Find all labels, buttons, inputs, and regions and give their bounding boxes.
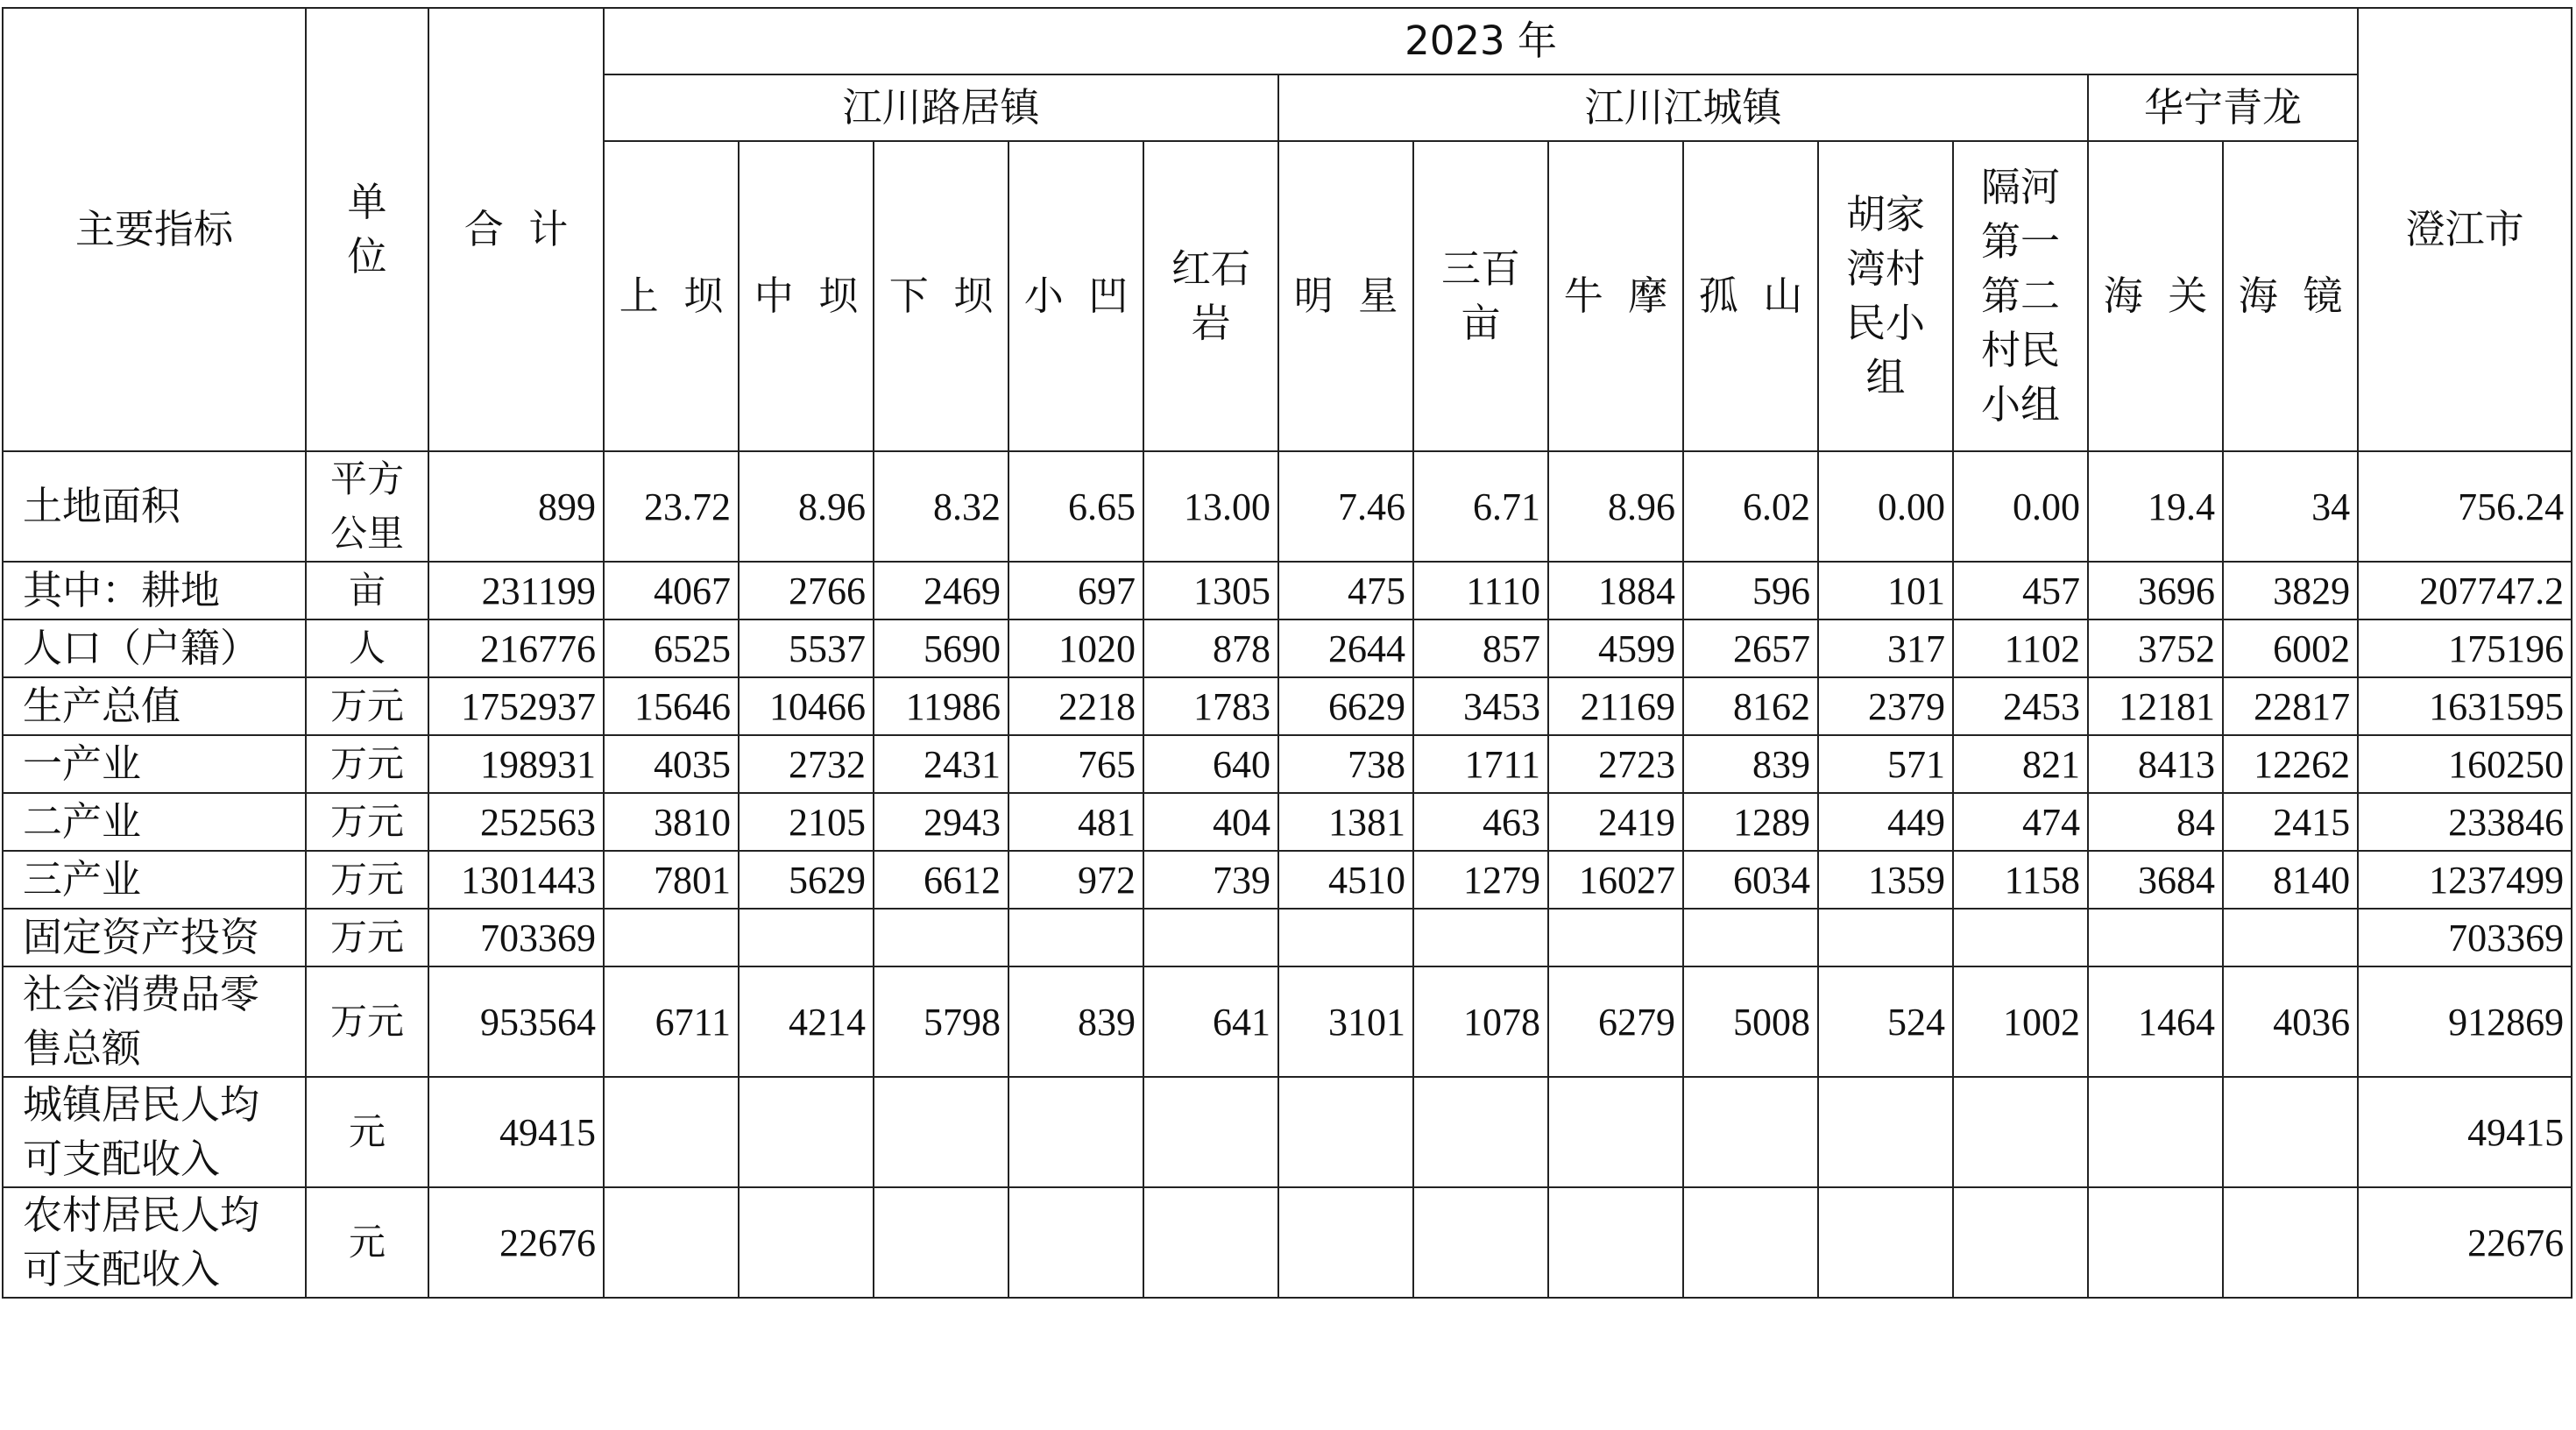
village-value-cell [2088, 1077, 2223, 1187]
city-value-cell: 912869 [2358, 966, 2572, 1077]
statistics-table [2, 7, 2572, 1299]
village-column-header [1143, 141, 1278, 451]
table-row [3, 735, 2572, 793]
indicator-text: 可支配收入 [23, 1136, 221, 1182]
unit-text: 公里 [329, 512, 404, 555]
village-value-cell: 3453 [1413, 677, 1548, 735]
village-value-cell: 4067 [604, 562, 739, 619]
city-value-cell: 233846 [2358, 793, 2572, 851]
village-header-line: 下 坝 [888, 273, 994, 319]
city-value-cell: 22676 [2358, 1187, 2572, 1298]
village-value-cell: 5798 [874, 966, 1008, 1077]
village-value-cell: 23.72 [604, 451, 739, 562]
village-value-cell: 839 [1683, 735, 1818, 793]
indicator-text: 可支配收入 [23, 1246, 221, 1292]
unit-cell [306, 966, 428, 1077]
group-header: 华宁青龙 [2088, 74, 2358, 141]
unit-text: 万元 [329, 1000, 404, 1043]
unit-text: 元 [348, 1110, 386, 1153]
village-value-cell [604, 1077, 739, 1187]
unit-cell [306, 735, 428, 793]
village-value-cell [604, 1187, 739, 1298]
total-header: 合 计 [428, 8, 604, 451]
village-column-header [1413, 141, 1548, 451]
village-value-cell: 4035 [604, 735, 739, 793]
indicator-text: 三产业 [23, 856, 142, 903]
village-value-cell: 1158 [1953, 851, 2088, 909]
unit-cell [306, 909, 428, 966]
village-value-cell: 474 [1953, 793, 2088, 851]
village-value-cell: 1110 [1413, 562, 1548, 619]
village-value-cell: 16027 [1548, 851, 1683, 909]
unit-cell [306, 451, 428, 562]
village-value-cell: 2723 [1548, 735, 1683, 793]
village-value-cell [2223, 1077, 2358, 1187]
village-header-line: 孤 山 [1698, 273, 1803, 319]
year-header: 2023 年 [604, 8, 2358, 74]
village-header-line: 第二 [1980, 273, 2060, 319]
village-value-cell: 8.32 [874, 451, 1008, 562]
village-value-cell: 857 [1413, 619, 1548, 677]
village-value-cell [874, 909, 1008, 966]
indicator-cell [3, 677, 306, 735]
village-value-cell: 641 [1143, 966, 1278, 1077]
village-value-cell [1143, 1187, 1278, 1298]
village-column-header [739, 141, 874, 451]
village-header-line: 湾村 [1845, 245, 1925, 292]
village-header-line: 海 镜 [2238, 273, 2343, 319]
village-value-cell: 15646 [604, 677, 739, 735]
indicator-text: 其中：耕地 [23, 567, 221, 613]
table-header [3, 8, 2572, 451]
village-header-line: 村民 [1980, 327, 2060, 373]
village-header-line: 海 关 [2103, 273, 2208, 319]
village-value-cell: 13.00 [1143, 451, 1278, 562]
village-column-header [2223, 141, 2358, 451]
total-value-cell: 49415 [428, 1077, 604, 1187]
village-column-header [1008, 141, 1143, 451]
village-value-cell: 4599 [1548, 619, 1683, 677]
village-value-cell: 475 [1278, 562, 1413, 619]
group-header: 江川江城镇 [1278, 74, 2088, 141]
village-value-cell: 7801 [604, 851, 739, 909]
village-value-cell [2223, 1187, 2358, 1298]
indicator-text: 一产业 [23, 740, 142, 787]
village-header-line: 岩 [1191, 300, 1231, 346]
village-header-line: 亩 [1461, 300, 1501, 346]
indicator-cell [3, 1187, 306, 1298]
indicator-text: 城镇居民人均 [23, 1081, 260, 1128]
indicator-text: 售总额 [23, 1025, 142, 1072]
village-value-cell: 640 [1143, 735, 1278, 793]
unit-text: 万元 [329, 742, 404, 785]
village-header-line: 小组 [1980, 381, 2060, 428]
village-column-header [1683, 141, 1818, 451]
village-value-cell [1818, 1077, 1953, 1187]
city-value-cell: 703369 [2358, 909, 2572, 966]
village-value-cell: 6.71 [1413, 451, 1548, 562]
unit-text: 万元 [329, 858, 404, 901]
village-header-line: 中 坝 [754, 273, 859, 319]
village-value-cell: 738 [1278, 735, 1413, 793]
village-value-cell: 878 [1143, 619, 1278, 677]
indicator-cell [3, 619, 306, 677]
village-header-line: 组 [1865, 354, 1906, 400]
village-value-cell: 1783 [1143, 677, 1278, 735]
village-value-cell: 2415 [2223, 793, 2358, 851]
unit-cell [306, 619, 428, 677]
village-value-cell: 571 [1818, 735, 1953, 793]
village-header-line: 明 星 [1293, 273, 1398, 319]
village-value-cell: 4036 [2223, 966, 2358, 1077]
total-value-cell: 22676 [428, 1187, 604, 1298]
table-row [3, 451, 2572, 562]
city-value-cell: 160250 [2358, 735, 2572, 793]
total-value-cell: 252563 [428, 793, 604, 851]
village-value-cell: 3101 [1278, 966, 1413, 1077]
village-value-cell: 4214 [739, 966, 874, 1077]
indicator-cell [3, 451, 306, 562]
village-value-cell [1548, 1077, 1683, 1187]
village-value-cell: 1711 [1413, 735, 1548, 793]
total-value-cell: 198931 [428, 735, 604, 793]
city-value-cell: 756.24 [2358, 451, 2572, 562]
unit-text: 人 [348, 627, 386, 669]
city-value-cell: 175196 [2358, 619, 2572, 677]
village-value-cell: 6.65 [1008, 451, 1143, 562]
village-value-cell: 6525 [604, 619, 739, 677]
village-value-cell: 821 [1953, 735, 2088, 793]
village-value-cell: 101 [1818, 562, 1953, 619]
village-value-cell: 4510 [1278, 851, 1413, 909]
unit-text: 元 [348, 1221, 386, 1264]
total-value-cell: 231199 [428, 562, 604, 619]
unit-text: 万元 [329, 916, 404, 959]
village-value-cell [739, 1077, 874, 1187]
village-value-cell: 3752 [2088, 619, 2223, 677]
village-value-cell: 84 [2088, 793, 2223, 851]
village-value-cell: 1884 [1548, 562, 1683, 619]
village-value-cell: 697 [1008, 562, 1143, 619]
village-value-cell [874, 1077, 1008, 1187]
city-value-cell: 1631595 [2358, 677, 2572, 735]
indicator-cell [3, 735, 306, 793]
village-value-cell: 8.96 [1548, 451, 1683, 562]
village-value-cell [2088, 1187, 2223, 1298]
village-value-cell: 5008 [1683, 966, 1818, 1077]
village-value-cell: 2657 [1683, 619, 1818, 677]
village-value-cell: 1102 [1953, 619, 2088, 677]
village-value-cell [1278, 1077, 1413, 1187]
table-row [3, 966, 2572, 1077]
village-value-cell [1683, 1187, 1818, 1298]
village-value-cell: 481 [1008, 793, 1143, 851]
village-value-cell: 8413 [2088, 735, 2223, 793]
village-value-cell [1278, 1187, 1413, 1298]
village-value-cell [874, 1187, 1008, 1298]
village-value-cell [1008, 1187, 1143, 1298]
village-value-cell [1143, 909, 1278, 966]
village-value-cell: 19.4 [2088, 451, 2223, 562]
table-row [3, 1077, 2572, 1187]
unit-text: 万元 [329, 800, 404, 843]
village-value-cell [1548, 1187, 1683, 1298]
village-value-cell: 12262 [2223, 735, 2358, 793]
village-value-cell: 2943 [874, 793, 1008, 851]
table-row [3, 1187, 2572, 1298]
village-value-cell: 463 [1413, 793, 1548, 851]
village-value-cell: 317 [1818, 619, 1953, 677]
village-column-header [1818, 141, 1953, 451]
table-row [3, 851, 2572, 909]
indicator-text: 人口（户籍） [23, 625, 260, 671]
indicator-text: 固定资产投资 [23, 914, 260, 960]
unit-cell [306, 851, 428, 909]
village-value-cell [1953, 1187, 2088, 1298]
indicator-cell [3, 793, 306, 851]
village-value-cell: 0.00 [1818, 451, 1953, 562]
city-value-cell: 207747.2 [2358, 562, 2572, 619]
village-value-cell: 1305 [1143, 562, 1278, 619]
village-value-cell: 34 [2223, 451, 2358, 562]
village-value-cell [1953, 909, 2088, 966]
unit-cell [306, 1187, 428, 1298]
table-row [3, 677, 2572, 735]
village-value-cell [1548, 909, 1683, 966]
village-value-cell [1683, 1077, 1818, 1187]
total-value-cell: 216776 [428, 619, 604, 677]
village-header-line: 上 坝 [619, 273, 724, 319]
village-value-cell: 765 [1008, 735, 1143, 793]
village-value-cell: 1381 [1278, 793, 1413, 851]
village-value-cell [739, 909, 874, 966]
village-value-cell: 6002 [2223, 619, 2358, 677]
village-value-cell: 0.00 [1953, 451, 2088, 562]
indicator-cell [3, 1077, 306, 1187]
indicator-cell [3, 909, 306, 966]
village-header-line: 三百 [1440, 245, 1520, 292]
village-value-cell: 839 [1008, 966, 1143, 1077]
village-header-line: 小 凹 [1023, 273, 1129, 319]
village-value-cell [1953, 1077, 2088, 1187]
village-value-cell [1683, 909, 1818, 966]
unit-cell [306, 677, 428, 735]
village-value-cell: 1289 [1683, 793, 1818, 851]
village-value-cell: 3684 [2088, 851, 2223, 909]
city-value-cell: 49415 [2358, 1077, 2572, 1187]
village-value-cell: 5537 [739, 619, 874, 677]
village-value-cell: 457 [1953, 562, 2088, 619]
village-value-cell: 2218 [1008, 677, 1143, 735]
village-column-header [1548, 141, 1683, 451]
village-value-cell [739, 1187, 874, 1298]
village-value-cell: 972 [1008, 851, 1143, 909]
village-column-header [1278, 141, 1413, 451]
village-column-header [604, 141, 739, 451]
village-value-cell: 2766 [739, 562, 874, 619]
village-value-cell: 1359 [1818, 851, 1953, 909]
city-header: 澄江市 [2358, 8, 2572, 451]
village-value-cell: 3829 [2223, 562, 2358, 619]
total-value-cell: 1752937 [428, 677, 604, 735]
village-value-cell: 3696 [2088, 562, 2223, 619]
village-column-header [874, 141, 1008, 451]
village-value-cell: 6711 [604, 966, 739, 1077]
village-value-cell: 1002 [1953, 966, 2088, 1077]
village-value-cell: 449 [1818, 793, 1953, 851]
village-value-cell: 3810 [604, 793, 739, 851]
village-header-line: 民小 [1845, 300, 1925, 346]
table-row [3, 909, 2572, 966]
village-value-cell: 2431 [874, 735, 1008, 793]
village-value-cell: 1078 [1413, 966, 1548, 1077]
village-value-cell: 5690 [874, 619, 1008, 677]
total-value-cell: 953564 [428, 966, 604, 1077]
unit-text: 万元 [329, 684, 404, 727]
village-column-header [1953, 141, 2088, 451]
village-value-cell: 2453 [1953, 677, 2088, 735]
unit-text: 平方 [329, 457, 404, 500]
village-value-cell: 21169 [1548, 677, 1683, 735]
unit-cell [306, 793, 428, 851]
village-value-cell: 10466 [739, 677, 874, 735]
village-header-line: 第一 [1980, 218, 2060, 265]
village-value-cell: 6.02 [1683, 451, 1818, 562]
indicator-cell [3, 966, 306, 1077]
village-value-cell: 2732 [739, 735, 874, 793]
village-value-cell: 6279 [1548, 966, 1683, 1077]
village-value-cell [1143, 1077, 1278, 1187]
village-value-cell: 1279 [1413, 851, 1548, 909]
village-value-cell: 6612 [874, 851, 1008, 909]
village-value-cell: 11986 [874, 677, 1008, 735]
village-value-cell: 8162 [1683, 677, 1818, 735]
total-value-cell: 1301443 [428, 851, 604, 909]
city-value-cell: 1237499 [2358, 851, 2572, 909]
total-value-cell: 899 [428, 451, 604, 562]
unit-header: 单 位 [306, 8, 428, 451]
village-value-cell: 8140 [2223, 851, 2358, 909]
village-value-cell: 1464 [2088, 966, 2223, 1077]
group-header: 江川路居镇 [604, 74, 1278, 141]
village-value-cell [1008, 909, 1143, 966]
indicator-cell [3, 562, 306, 619]
village-value-cell: 596 [1683, 562, 1818, 619]
village-value-cell [604, 909, 739, 966]
village-value-cell [1818, 909, 1953, 966]
table-body [3, 451, 2572, 1298]
indicator-text: 土地面积 [23, 483, 181, 529]
village-value-cell: 6629 [1278, 677, 1413, 735]
village-value-cell: 2105 [739, 793, 874, 851]
village-value-cell: 8.96 [739, 451, 874, 562]
village-value-cell: 2469 [874, 562, 1008, 619]
village-header-line: 胡家 [1845, 191, 1925, 237]
village-value-cell [1413, 909, 1548, 966]
village-value-cell: 739 [1143, 851, 1278, 909]
village-value-cell [1278, 909, 1413, 966]
unit-cell [306, 1077, 428, 1187]
village-value-cell [1008, 1077, 1143, 1187]
village-value-cell [1413, 1077, 1548, 1187]
village-value-cell [2223, 909, 2358, 966]
indicator-text: 二产业 [23, 798, 142, 845]
village-value-cell: 524 [1818, 966, 1953, 1077]
unit-text: 亩 [348, 569, 386, 612]
village-header-line: 隔河 [1980, 164, 2060, 210]
village-value-cell: 1020 [1008, 619, 1143, 677]
indicator-text: 生产总值 [23, 683, 181, 729]
village-value-cell [2088, 909, 2223, 966]
village-value-cell: 2644 [1278, 619, 1413, 677]
total-value-cell: 703369 [428, 909, 604, 966]
village-value-cell: 5629 [739, 851, 874, 909]
village-value-cell: 404 [1143, 793, 1278, 851]
village-value-cell: 2379 [1818, 677, 1953, 735]
table-row [3, 562, 2572, 619]
village-value-cell: 6034 [1683, 851, 1818, 909]
table-row [3, 793, 2572, 851]
village-value-cell [1818, 1187, 1953, 1298]
village-value-cell [1413, 1187, 1548, 1298]
village-header-line: 牛 摩 [1563, 273, 1668, 319]
village-value-cell: 2419 [1548, 793, 1683, 851]
table-row [3, 619, 2572, 677]
indicator-text: 农村居民人均 [23, 1192, 260, 1238]
indicator-cell [3, 851, 306, 909]
village-header-line: 红石 [1171, 245, 1250, 292]
village-column-header [2088, 141, 2223, 451]
village-value-cell: 12181 [2088, 677, 2223, 735]
village-value-cell: 7.46 [1278, 451, 1413, 562]
indicator-header: 主要指标 [3, 8, 306, 451]
village-value-cell: 22817 [2223, 677, 2358, 735]
indicator-text: 社会消费品零 [23, 971, 260, 1017]
unit-cell [306, 562, 428, 619]
